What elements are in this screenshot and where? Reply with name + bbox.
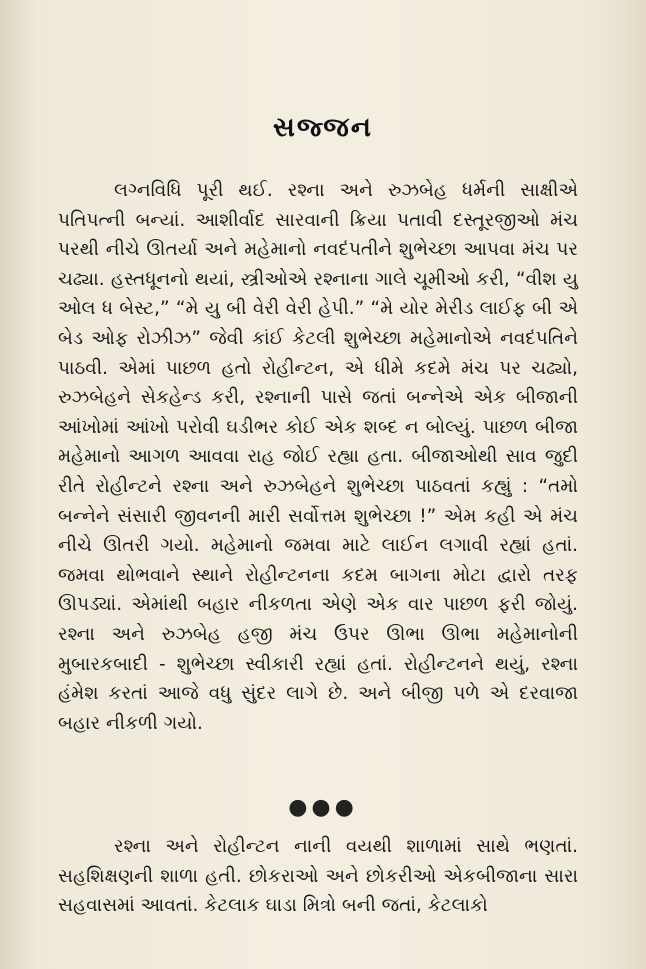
chapter-body: [58, 176, 578, 738]
paragraph-2: રશ્ના અને રોહીન્ટન નાની વયથી શાળામાં સાથે ભણતાં. સહશિક્ષણની શાળા હતી. છોકરાઓ અને છોકરીઓ એકબીજાના સારા સહવાસમાં આવતાં. કેટલાક ઘાડા મિત્રો બની જતાં, કેટલાકો: [58, 836, 578, 917]
chapter-body-continued: [58, 832, 578, 921]
paragraph-1: લગ્નવિધિ પૂરી થઈ. રશ્ના અને રુઝબેહ ધર્મની સાક્ષીએ પતિપત્ની બન્યાં. આશીર્વાદ સારવાની ક્રિયા પતાવી દસ્તૂરજીઓ મંચ પરથી નીચે ઊતર્યા અને મહેમાનો નવદંપતીને શુભેચ્છા આપવા મંચ પર ચઢ્યા. હસ્તધૂનનો થયાં, સ્ત્રીઓએ રશ્નાના ગાલે ચૂમીઓ કરી, “વીશ યુ ઓલ ધ બેસ્ટ,” “મે યુ બી વેરી વેરી હેપી.” “મે યોર મેરીડ લાઈફ બી એ બેડ ઓફ રોઝીઝ” જેવી કાંઈ કેટલી શુભેચ્છા મહેમાનોએ નવદંપતિને પાઠવી. એમાં પાછળ હતો રોહીન્ટન, એ ધીમે કદમે મંચ પર ચઢ્યો, રુઝબેહને સેકહેન્ડ કરી, રશ્નાની પાસે જતાં બન્નેએ એક બીજાની આંખોમાં આંખો પરોવી ઘડીભર કોઈ એક શબ્દ ન બોલ્યું. પાછળ બીજા મહેમાનો આગળ આવવા રાહ જોઈ રહ્યા હતા. બીજાઓથી સાવ જુદી રીતે રોહીન્ટને રશ્ના અને રુઝબેહને શુભેચ્છા પાઠવતાં કહ્યું : “તમો બન્નેને સંસારી જીવનની મારી સર્વોત્તમ શુભેચ્છા !” એમ કહી એ મંચ નીચે ઊતરી ગયો. મહેમાનો જમવા માટે લાઈન લગાવી રહ્યાં હતાં. જમવા થોભવાને સ્થાને રોહીન્ટનના કદમ બાગના મોટા દ્વારો તરફ ઊપડ્યાં. એમાંથી બહાર નીકળતા એણે એક વાર પાછળ ફરી જોયું. રશ્ના અને રુઝબેહ હજી મંચ ઉપર ઊભા ઊભા મહેમાનોની મુબારકબાદી - શુભેચ્છા સ્વીકારી રહ્યાં હતાં. રોહીન્ટનને થયું, રશ્ના હંમેશ કરતાં આજે વધુ સુંદર લાગે છે. અને બીજી પળે એ દરવાજા બહાર નીકળી ગયો.: [58, 180, 578, 734]
section-separator: ●●●: [288, 795, 358, 820]
chapter-title: સજ્જન: [273, 112, 373, 143]
